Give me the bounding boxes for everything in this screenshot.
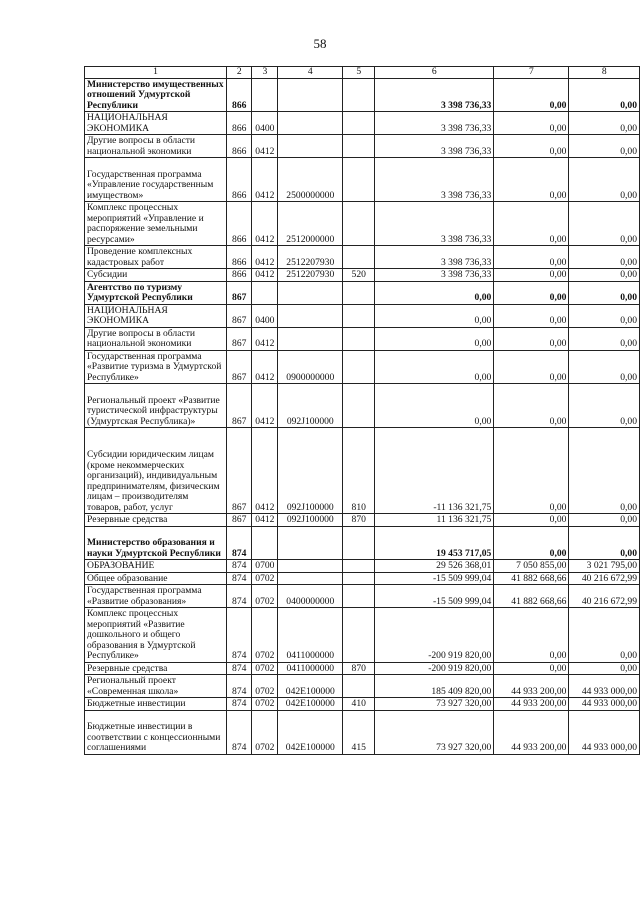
row-amount-2-cell: 0,00 <box>494 78 569 112</box>
row-code-cell: 874 <box>226 608 251 663</box>
table-row <box>85 710 640 754</box>
row-amount-1-cell: 3 398 736,33 <box>375 158 494 202</box>
row-amount-2-cell: 0,00 <box>494 608 569 663</box>
row-amount-3-cell: 44 933 000,00 <box>569 675 640 698</box>
row-target-cell: 042E100000 <box>278 710 343 754</box>
row-section-cell: 0412 <box>252 350 278 384</box>
table-row <box>85 112 640 135</box>
row-amount-1-cell: -15 509 999,04 <box>375 572 494 585</box>
row-type-cell <box>343 246 375 269</box>
row-type-cell <box>343 560 375 573</box>
row-name-cell: Резервные средства <box>85 514 227 527</box>
table-row <box>85 158 640 202</box>
row-code-cell: 867 <box>226 304 251 327</box>
header-cell-7: 7 <box>494 67 569 79</box>
row-section-cell: 0412 <box>252 135 278 158</box>
row-amount-1-cell: 29 526 368,01 <box>375 560 494 573</box>
table-row <box>85 269 640 282</box>
row-section-cell <box>252 78 278 112</box>
row-code-cell: 867 <box>226 514 251 527</box>
row-type-cell <box>343 526 375 560</box>
row-amount-3-cell: 0,00 <box>569 608 640 663</box>
row-target-cell <box>278 281 343 304</box>
row-type-cell <box>343 572 375 585</box>
row-amount-2-cell: 41 882 668,66 <box>494 572 569 585</box>
row-code-cell: 874 <box>226 710 251 754</box>
row-name-cell: Министерство образования и науки Удмуртской Республики <box>85 526 227 560</box>
row-code-cell: 866 <box>226 269 251 282</box>
table-row <box>85 514 640 527</box>
row-section-cell: 0412 <box>252 384 278 428</box>
row-amount-3-cell: 0,00 <box>569 327 640 350</box>
row-target-cell: 2512207930 <box>278 269 343 282</box>
row-type-cell: 870 <box>343 662 375 675</box>
row-name-cell: ОБРАЗОВАНИЕ <box>85 560 227 573</box>
row-name-cell: Министерство имущественных отношений Удмуртской Республики <box>85 78 227 112</box>
row-amount-3-cell: 0,00 <box>569 269 640 282</box>
row-amount-1-cell: 3 398 736,33 <box>375 246 494 269</box>
row-amount-3-cell: 0,00 <box>569 514 640 527</box>
header-cell-1: 1 <box>85 67 227 79</box>
row-section-cell <box>252 281 278 304</box>
row-section-cell: 0702 <box>252 675 278 698</box>
row-amount-3-cell: 0,00 <box>569 384 640 428</box>
row-code-cell: 874 <box>226 572 251 585</box>
row-code-cell: 866 <box>226 158 251 202</box>
row-amount-1-cell: -200 919 820,00 <box>375 608 494 663</box>
row-amount-3-cell: 0,00 <box>569 428 640 514</box>
row-name-cell: Проведение комплексных кадастровых работ <box>85 246 227 269</box>
table-row <box>85 246 640 269</box>
row-amount-2-cell: 44 933 200,00 <box>494 675 569 698</box>
row-amount-1-cell: 0,00 <box>375 327 494 350</box>
row-target-cell: 0411000000 <box>278 662 343 675</box>
header-cell-6: 6 <box>375 67 494 79</box>
table-row <box>85 560 640 573</box>
row-name-cell: Государственная программа «Развитие туризма в Удмуртской Республике» <box>85 350 227 384</box>
row-target-cell: 2500000000 <box>278 158 343 202</box>
row-amount-1-cell: 73 927 320,00 <box>375 710 494 754</box>
row-code-cell: 867 <box>226 350 251 384</box>
row-amount-2-cell: 0,00 <box>494 428 569 514</box>
row-amount-1-cell: -11 136 321,75 <box>375 428 494 514</box>
row-type-cell <box>343 350 375 384</box>
row-target-cell: 0411000000 <box>278 608 343 663</box>
row-amount-3-cell: 44 933 000,00 <box>569 698 640 711</box>
row-type-cell <box>343 327 375 350</box>
row-section-cell: 0702 <box>252 585 278 608</box>
row-target-cell <box>278 78 343 112</box>
row-amount-2-cell: 7 050 855,00 <box>494 560 569 573</box>
row-name-cell: Бюджетные инвестиции в соответствии с концессионными соглашениями <box>85 710 227 754</box>
table-row <box>85 384 640 428</box>
row-amount-1-cell: -200 919 820,00 <box>375 662 494 675</box>
row-type-cell <box>343 281 375 304</box>
table-row <box>85 304 640 327</box>
row-amount-1-cell: 3 398 736,33 <box>375 202 494 246</box>
row-amount-1-cell: 11 136 321,75 <box>375 514 494 527</box>
row-name-cell: Государственная программа «Управление государственным имуществом» <box>85 158 227 202</box>
header-row <box>85 67 640 79</box>
row-code-cell: 866 <box>226 112 251 135</box>
row-target-cell <box>278 526 343 560</box>
row-target-cell <box>278 112 343 135</box>
row-amount-2-cell: 41 882 668,66 <box>494 585 569 608</box>
row-amount-2-cell: 0,00 <box>494 112 569 135</box>
row-section-cell <box>252 526 278 560</box>
row-section-cell: 0412 <box>252 514 278 527</box>
row-type-cell: 810 <box>343 428 375 514</box>
row-section-cell: 0412 <box>252 246 278 269</box>
row-amount-3-cell: 44 933 000,00 <box>569 710 640 754</box>
row-amount-1-cell: 3 398 736,33 <box>375 135 494 158</box>
row-section-cell: 0400 <box>252 304 278 327</box>
row-target-cell: 042E100000 <box>278 698 343 711</box>
row-name-cell: Региональный проект «Современная школа» <box>85 675 227 698</box>
row-name-cell: НАЦИОНАЛЬНАЯ ЭКОНОМИКА <box>85 112 227 135</box>
table-row <box>85 585 640 608</box>
header-cell-8: 8 <box>569 67 640 79</box>
row-code-cell: 874 <box>226 526 251 560</box>
row-type-cell <box>343 585 375 608</box>
row-code-cell: 874 <box>226 698 251 711</box>
table-row <box>85 428 640 514</box>
row-type-cell: 410 <box>343 698 375 711</box>
header-cell-4: 4 <box>278 67 343 79</box>
row-target-cell <box>278 560 343 573</box>
row-amount-3-cell: 40 216 672,99 <box>569 585 640 608</box>
row-section-cell: 0412 <box>252 269 278 282</box>
row-amount-3-cell: 0,00 <box>569 158 640 202</box>
table-row <box>85 572 640 585</box>
row-code-cell: 866 <box>226 246 251 269</box>
table-row <box>85 698 640 711</box>
row-code-cell: 867 <box>226 327 251 350</box>
row-section-cell: 0702 <box>252 698 278 711</box>
row-code-cell: 866 <box>226 202 251 246</box>
table-row <box>85 202 640 246</box>
row-name-cell: Государственная программа «Развитие образования» <box>85 585 227 608</box>
row-section-cell: 0700 <box>252 560 278 573</box>
row-amount-2-cell: 0,00 <box>494 526 569 560</box>
row-type-cell <box>343 304 375 327</box>
row-type-cell <box>343 608 375 663</box>
row-target-cell: 0400000000 <box>278 585 343 608</box>
row-amount-2-cell: 0,00 <box>494 327 569 350</box>
row-name-cell: Субсидии <box>85 269 227 282</box>
row-name-cell: Комплекс процессных мероприятий «Развитие дошкольного и общего образования в Удмуртской Республике» <box>85 608 227 663</box>
row-amount-3-cell: 0,00 <box>569 350 640 384</box>
row-amount-2-cell: 0,00 <box>494 304 569 327</box>
row-section-cell: 0400 <box>252 112 278 135</box>
table-row <box>85 350 640 384</box>
header-cell-2: 2 <box>226 67 251 79</box>
row-type-cell <box>343 384 375 428</box>
row-amount-1-cell: 3 398 736,33 <box>375 78 494 112</box>
row-code-cell: 867 <box>226 384 251 428</box>
row-amount-3-cell: 0,00 <box>569 112 640 135</box>
row-amount-1-cell: 185 409 820,00 <box>375 675 494 698</box>
row-amount-3-cell: 0,00 <box>569 304 640 327</box>
row-section-cell: 0412 <box>252 158 278 202</box>
row-target-cell: 2512207930 <box>278 246 343 269</box>
row-target-cell: 092J100000 <box>278 428 343 514</box>
row-name-cell: Региональный проект «Развитие туристической инфраструктуры (Удмуртская Республика)» <box>85 384 227 428</box>
table-row <box>85 675 640 698</box>
row-amount-3-cell: 0,00 <box>569 246 640 269</box>
row-amount-1-cell: 0,00 <box>375 350 494 384</box>
row-amount-2-cell: 44 933 200,00 <box>494 710 569 754</box>
row-name-cell: НАЦИОНАЛЬНАЯ ЭКОНОМИКА <box>85 304 227 327</box>
row-code-cell: 866 <box>226 78 251 112</box>
row-amount-2-cell: 0,00 <box>494 269 569 282</box>
row-type-cell: 870 <box>343 514 375 527</box>
table-row <box>85 78 640 112</box>
row-code-cell: 866 <box>226 135 251 158</box>
row-type-cell <box>343 112 375 135</box>
row-target-cell: 092J100000 <box>278 514 343 527</box>
row-section-cell: 0412 <box>252 202 278 246</box>
row-section-cell: 0702 <box>252 608 278 663</box>
row-type-cell <box>343 675 375 698</box>
table-row <box>85 281 640 304</box>
row-section-cell: 0412 <box>252 428 278 514</box>
table-row <box>85 135 640 158</box>
row-amount-2-cell: 0,00 <box>494 350 569 384</box>
row-target-cell: 0900000000 <box>278 350 343 384</box>
row-amount-3-cell: 0,00 <box>569 526 640 560</box>
row-amount-2-cell: 0,00 <box>494 281 569 304</box>
row-amount-2-cell: 0,00 <box>494 246 569 269</box>
row-code-cell: 874 <box>226 560 251 573</box>
table-row <box>85 662 640 675</box>
row-name-cell: Общее образование <box>85 572 227 585</box>
row-code-cell: 874 <box>226 675 251 698</box>
table-row <box>85 526 640 560</box>
row-name-cell: Комплекс процессных мероприятий «Управление и распоряжение земельными ресурсами» <box>85 202 227 246</box>
row-amount-3-cell: 0,00 <box>569 662 640 675</box>
table-row <box>85 608 640 663</box>
row-section-cell: 0412 <box>252 327 278 350</box>
row-target-cell: 042E100000 <box>278 675 343 698</box>
row-amount-2-cell: 0,00 <box>494 135 569 158</box>
row-amount-1-cell: 73 927 320,00 <box>375 698 494 711</box>
row-amount-1-cell: 19 453 717,05 <box>375 526 494 560</box>
row-target-cell: 2512000000 <box>278 202 343 246</box>
row-amount-3-cell: 3 021 795,00 <box>569 560 640 573</box>
row-type-cell: 520 <box>343 269 375 282</box>
budget-table <box>84 66 640 755</box>
row-code-cell: 874 <box>226 585 251 608</box>
row-amount-3-cell: 40 216 672,99 <box>569 572 640 585</box>
row-amount-2-cell: 44 933 200,00 <box>494 698 569 711</box>
row-code-cell: 874 <box>226 662 251 675</box>
row-target-cell <box>278 327 343 350</box>
row-section-cell: 0702 <box>252 662 278 675</box>
row-name-cell: Другие вопросы в области национальной экономики <box>85 327 227 350</box>
row-amount-3-cell: 0,00 <box>569 281 640 304</box>
row-target-cell <box>278 304 343 327</box>
row-amount-2-cell: 0,00 <box>494 384 569 428</box>
row-code-cell: 867 <box>226 428 251 514</box>
row-amount-1-cell: 3 398 736,33 <box>375 112 494 135</box>
row-type-cell <box>343 202 375 246</box>
row-name-cell: Агентство по туризму Удмуртской Республики <box>85 281 227 304</box>
row-amount-2-cell: 0,00 <box>494 202 569 246</box>
row-amount-2-cell: 0,00 <box>494 514 569 527</box>
row-amount-2-cell: 0,00 <box>494 662 569 675</box>
row-name-cell: Резервные средства <box>85 662 227 675</box>
row-target-cell: 092J100000 <box>278 384 343 428</box>
row-amount-3-cell: 0,00 <box>569 78 640 112</box>
header-cell-3: 3 <box>252 67 278 79</box>
row-target-cell <box>278 572 343 585</box>
row-amount-3-cell: 0,00 <box>569 135 640 158</box>
row-section-cell: 0702 <box>252 572 278 585</box>
row-name-cell: Субсидии юридическим лицам (кроме некоммерческих организаций), индивидуальным предпринимателям, физическим лицам – производителям товаров, работ, услуг <box>85 428 227 514</box>
row-section-cell: 0702 <box>252 710 278 754</box>
row-amount-1-cell: 0,00 <box>375 384 494 428</box>
table-row <box>85 327 640 350</box>
row-name-cell: Другие вопросы в области национальной экономики <box>85 135 227 158</box>
row-target-cell <box>278 135 343 158</box>
row-amount-2-cell: 0,00 <box>494 158 569 202</box>
row-name-cell: Бюджетные инвестиции <box>85 698 227 711</box>
row-amount-1-cell: -15 509 999,04 <box>375 585 494 608</box>
page-number: 58 <box>313 36 327 51</box>
row-amount-1-cell: 0,00 <box>375 281 494 304</box>
header-cell-5: 5 <box>343 67 375 79</box>
row-code-cell: 867 <box>226 281 251 304</box>
row-type-cell <box>343 78 375 112</box>
row-type-cell <box>343 135 375 158</box>
row-amount-3-cell: 0,00 <box>569 202 640 246</box>
row-amount-1-cell: 3 398 736,33 <box>375 269 494 282</box>
row-type-cell <box>343 158 375 202</box>
row-type-cell: 415 <box>343 710 375 754</box>
row-amount-1-cell: 0,00 <box>375 304 494 327</box>
